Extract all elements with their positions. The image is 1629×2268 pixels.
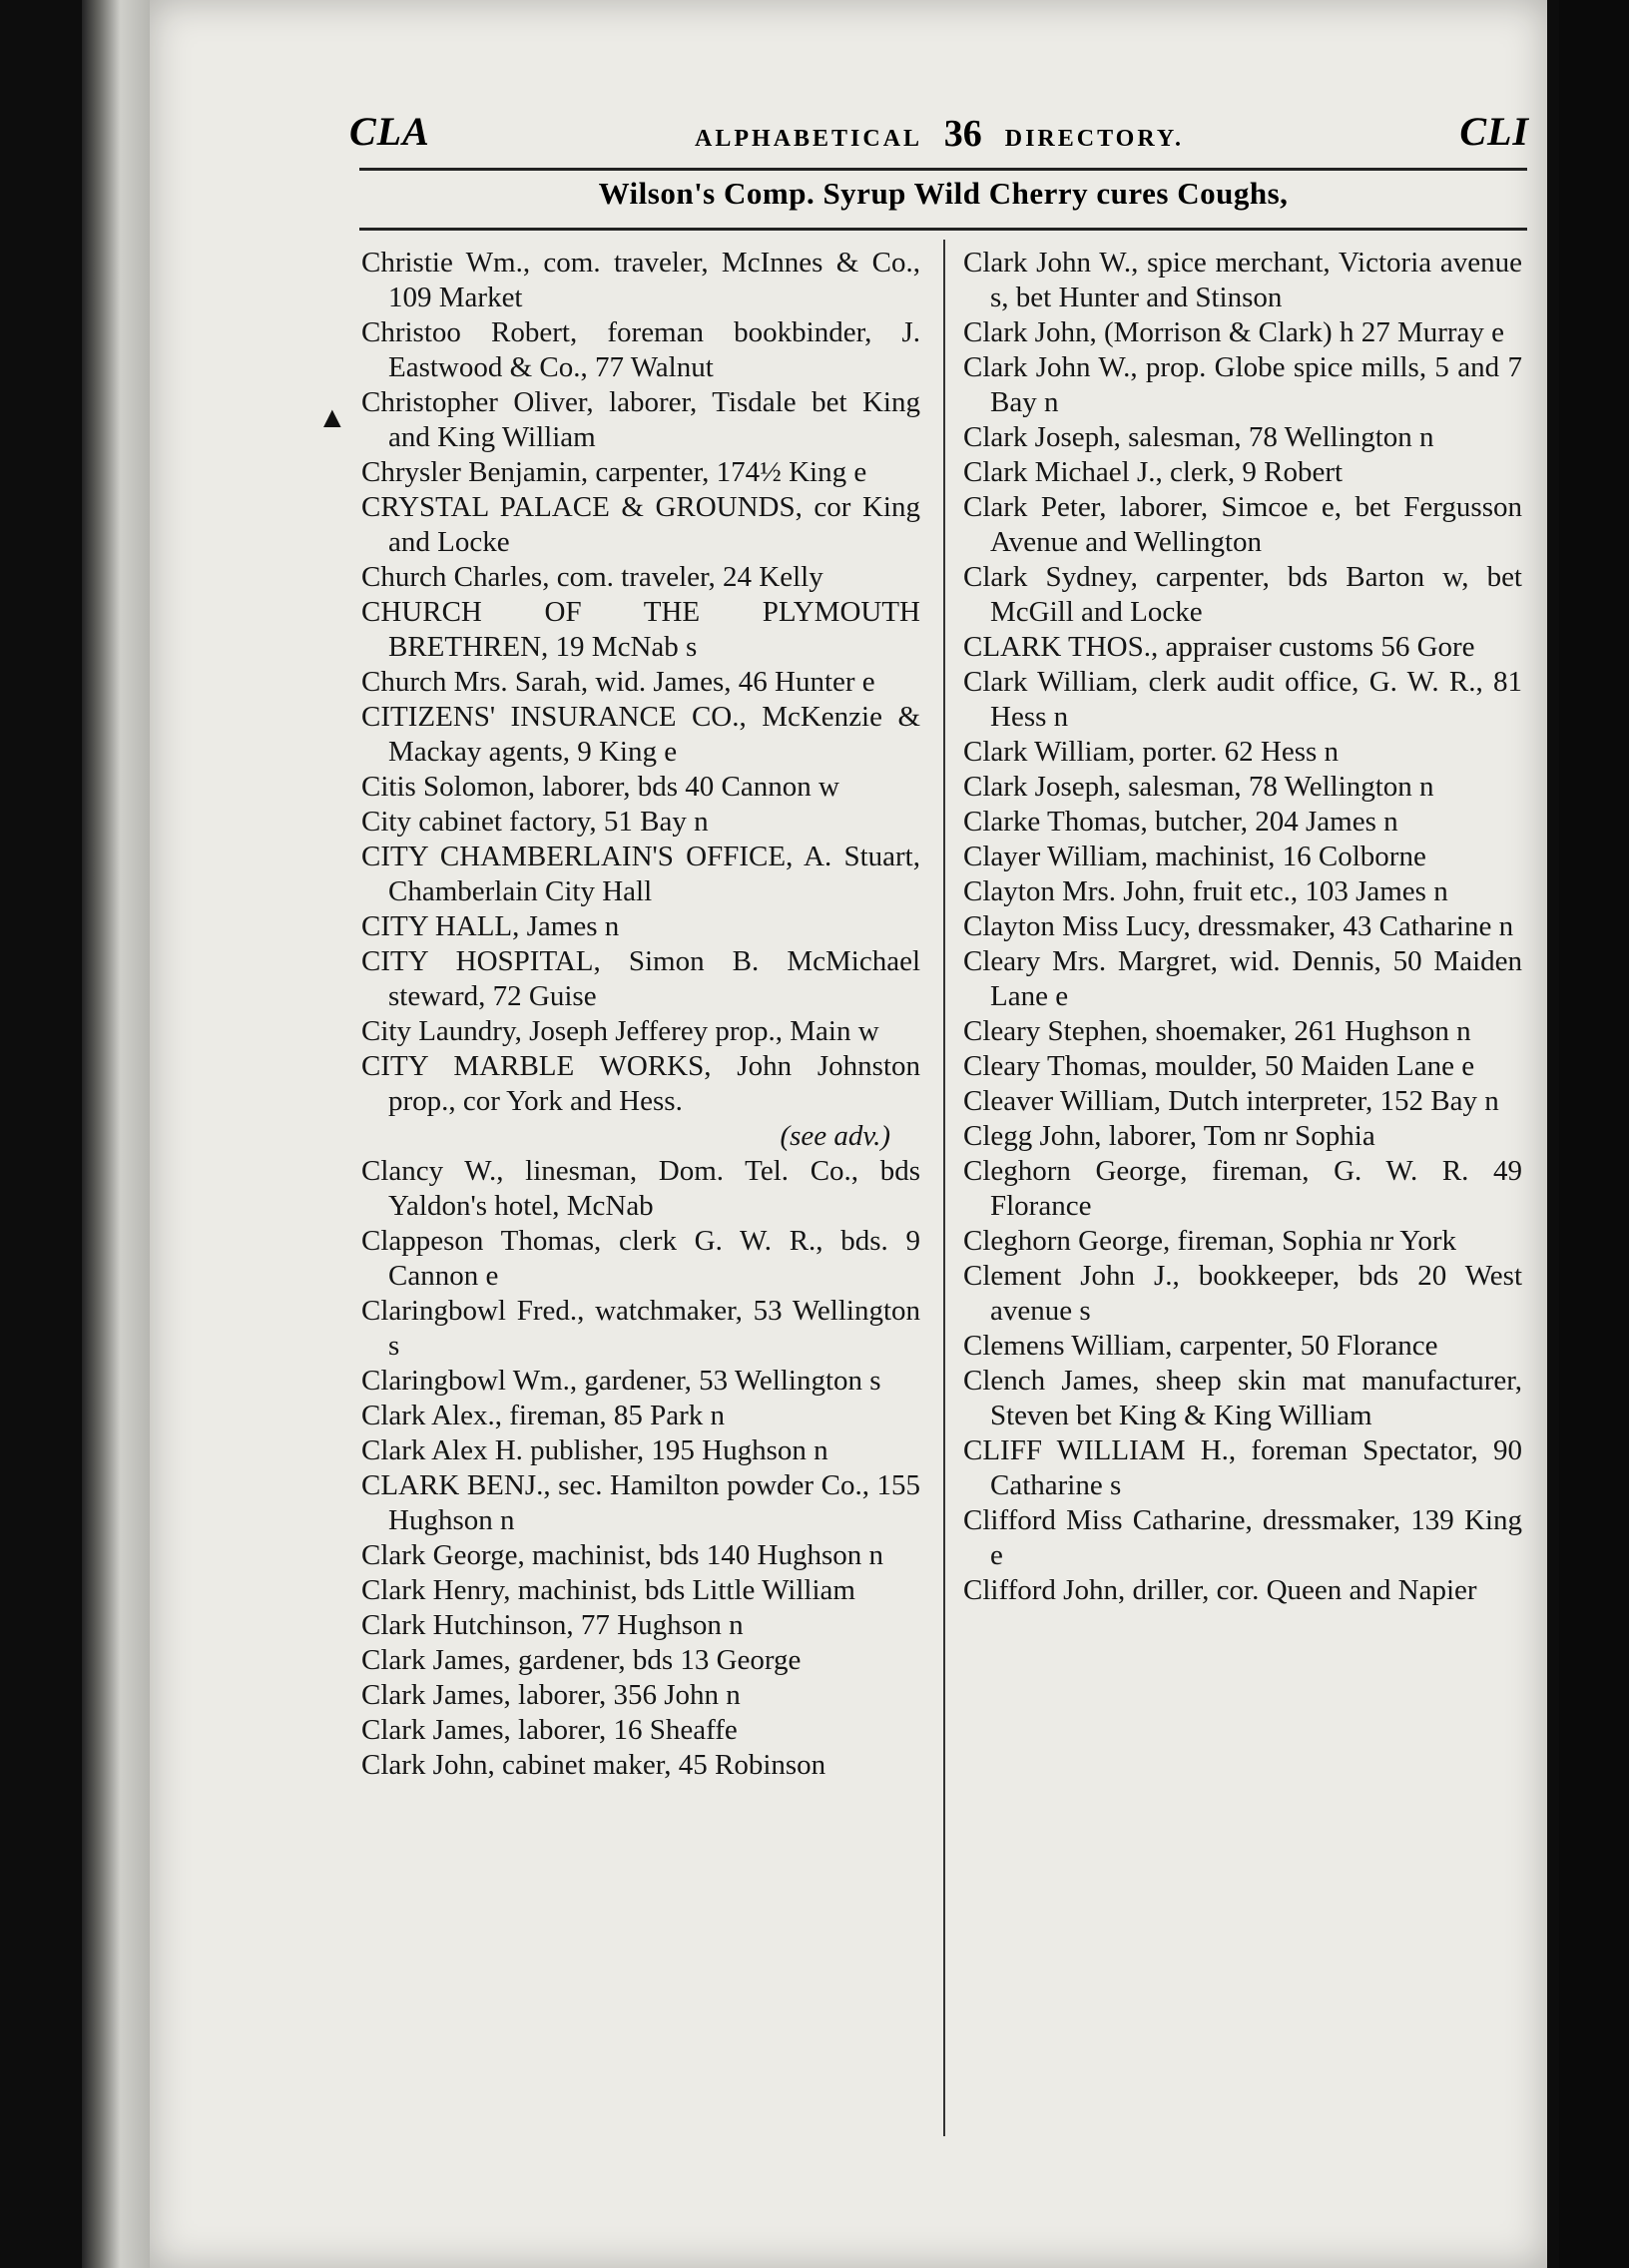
directory-entry: Cleghorn George, fireman, Sophia nr York <box>963 1225 1457 1257</box>
directory-entry: Clark John W., prop. Globe spice mills, 5 and 7 Bay n <box>963 351 1522 418</box>
directory-entry: Clifford Miss Catharine, dressmaker, 139 King e <box>963 1504 1522 1571</box>
directory-entry: Citis Solomon, laborer, bds 40 Cannon w <box>361 771 839 803</box>
directory-entry: City Laundry, Joseph Jefferey prop., Main w <box>361 1015 879 1047</box>
directory-entry: Christie Wm., com. traveler, McInnes & Co., 109 Market <box>361 247 920 313</box>
directory-entry: Christoo Robert, foreman bookbinder, J. Eastwood & Co., 77 Walnut <box>361 316 920 383</box>
directory-entry: Cleary Thomas, moulder, 50 Maiden Lane e <box>963 1050 1475 1082</box>
margin-pointer-mark: ▲ <box>317 401 347 434</box>
directory-entry: Clayton Mrs. John, fruit etc., 103 James n <box>963 875 1448 907</box>
directory-entry: Clark Michael J., clerk, 9 Robert <box>963 456 1344 488</box>
directory-entry: Cleghorn George, fireman, G. W. R. 49 Florance <box>963 1155 1522 1222</box>
facing-page-edge <box>1559 0 1629 2268</box>
directory-entry: Christopher Oliver, laborer, Tisdale bet King and King William <box>361 386 920 453</box>
left-column <box>361 246 920 1783</box>
directory-entry: Clark James, gardener, bds 13 George <box>361 1644 802 1676</box>
book-binding <box>82 0 152 2268</box>
directory-entry: Clancy W., linesman, Dom. Tel. Co., bds Yaldon's hotel, McNab <box>361 1155 920 1222</box>
directory-entry: Clark Alex., fireman, 85 Park n <box>361 1400 726 1431</box>
directory-entry: Clark Henry, machinist, bds Little William <box>361 1574 855 1606</box>
directory-entry: Clayton Miss Lucy, dressmaker, 43 Catharine n <box>963 910 1514 942</box>
directory-entry: (see adv.) <box>780 1120 890 1152</box>
directory-entry: Clegg John, laborer, Tom nr Sophia <box>963 1120 1375 1152</box>
directory-entry: CLARK THOS., appraiser customs 56 Gore <box>963 631 1475 663</box>
directory-entry: CLIFF WILLIAM H., foreman Spectator, 90 Catharine s <box>963 1434 1522 1501</box>
directory-entry: Cleaver William, Dutch interpreter, 152 Bay n <box>963 1085 1499 1117</box>
directory-entry: Church Mrs. Sarah, wid. James, 46 Hunter e <box>361 666 875 698</box>
directory-entry: Clark George, machinist, bds 140 Hughson n <box>361 1539 884 1571</box>
directory-entry: Clement John J., bookkeeper, bds 20 West avenue s <box>963 1260 1522 1327</box>
directory-entry: CITY HALL, James n <box>361 910 620 942</box>
right-column <box>963 246 1522 1608</box>
directory-entry: Clark John, cabinet maker, 45 Robinson <box>361 1749 826 1781</box>
directory-entry: Clark Joseph, salesman, 78 Wellington n <box>963 421 1434 453</box>
directory-entry: Clark James, laborer, 356 John n <box>361 1679 741 1711</box>
header-center <box>349 112 1529 156</box>
directory-entry: Clayer William, machinist, 16 Colborne <box>963 841 1426 872</box>
directory-entry: Clemens William, carpenter, 50 Florance <box>963 1330 1438 1362</box>
header-directory: DIRECTORY. <box>1004 126 1184 152</box>
directory-entry: CHURCH OF THE PLYMOUTH BRETHREN, 19 McNab s <box>361 596 920 663</box>
directory-entry: Clappeson Thomas, clerk G. W. R., bds. 9 Cannon e <box>361 1225 920 1292</box>
directory-entry: Clark John, (Morrison & Clark) h 27 Murray e <box>963 316 1505 348</box>
directory-entry: Clark James, laborer, 16 Sheaffe <box>361 1714 738 1746</box>
directory-entry: Clark Joseph, salesman, 78 Wellington n <box>963 771 1434 803</box>
directory-entry: Church Charles, com. traveler, 24 Kelly <box>361 561 823 593</box>
page-header <box>349 108 1529 160</box>
header-left-guide: CLA <box>349 109 430 154</box>
directory-entry: Clark Alex H. publisher, 195 Hughson n <box>361 1434 828 1466</box>
header-right-guide: CLI <box>1459 109 1529 154</box>
page-number: 36 <box>943 113 982 155</box>
directory-entry: CLARK BENJ., sec. Hamilton powder Co., 155 Hughson n <box>361 1469 920 1536</box>
directory-entry: Clark Hutchinson, 77 Hughson n <box>361 1609 744 1641</box>
banner-rule <box>359 228 1527 231</box>
directory-entry: CITY MARBLE WORKS, John Johnston prop., cor York and Hess. <box>361 1050 920 1117</box>
directory-entry: Clark Peter, laborer, Simcoe e, bet Fergusson Avenue and Wellington <box>963 491 1522 558</box>
directory-entry: Clark John W., spice merchant, Victoria avenue s, bet Hunter and Stinson <box>963 247 1522 313</box>
directory-entry: Cleary Stephen, shoemaker, 261 Hughson n <box>963 1015 1471 1047</box>
directory-entry: CITY HOSPITAL, Simon B. McMichael steward, 72 Guise <box>361 945 920 1012</box>
directory-entry: Claringbowl Wm., gardener, 53 Wellington s <box>361 1365 881 1397</box>
directory-entry: Clark Sydney, carpenter, bds Barton w, bet McGill and Locke <box>963 561 1522 628</box>
directory-entry: Clark William, porter. 62 Hess n <box>963 736 1340 768</box>
directory-entry: Claringbowl Fred., watchmaker, 53 Wellington s <box>361 1295 920 1362</box>
header-rule <box>359 168 1527 171</box>
directory-entry: Clifford John, driller, cor. Queen and Napier <box>963 1574 1477 1606</box>
advertisement-banner: Wilson's Comp. Syrup Wild Cherry cures Coughs, <box>598 176 1289 211</box>
directory-entry: Cleary Mrs. Margret, wid. Dennis, 50 Maiden Lane e <box>963 945 1522 1012</box>
directory-entry: CRYSTAL PALACE & GROUNDS, cor King and Locke <box>361 491 920 558</box>
directory-entry: City cabinet factory, 51 Bay n <box>361 806 709 838</box>
directory-entry: CITY CHAMBERLAIN'S OFFICE, A. Stuart, Chamberlain City Hall <box>361 841 920 907</box>
directory-entry: Clarke Thomas, butcher, 204 James n <box>963 806 1398 838</box>
directory-entry: Clark William, clerk audit office, G. W. R., 81 Hess n <box>963 666 1522 733</box>
header-alphabetical: ALPHABETICAL <box>695 126 921 152</box>
directory-entry: CITIZENS' INSURANCE CO., McKenzie & Mackay agents, 9 King e <box>361 701 920 768</box>
directory-entry: Chrysler Benjamin, carpenter, 174½ King e <box>361 456 867 488</box>
column-divider <box>943 240 945 2136</box>
directory-entry: Clench James, sheep skin mat manufacturer, Steven bet King & King William <box>963 1365 1522 1431</box>
